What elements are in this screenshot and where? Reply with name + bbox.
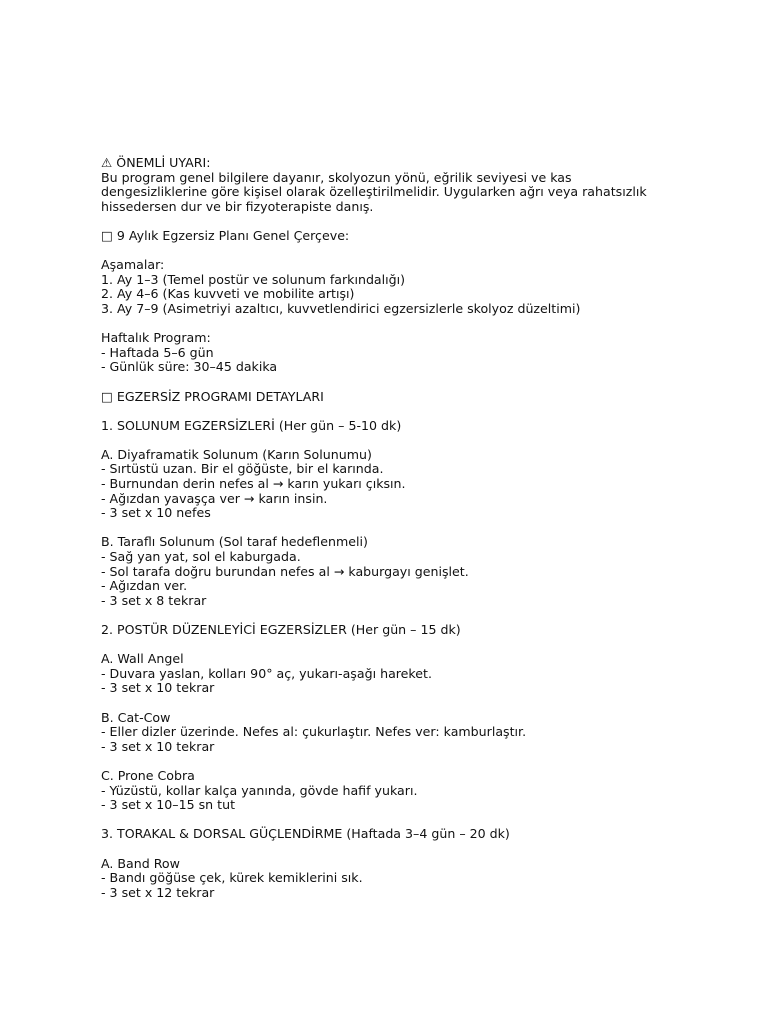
exercise-step: - 3 set x 10 tekrar: [101, 738, 215, 754]
spacer: [101, 608, 741, 623]
spacer: [101, 521, 741, 536]
framework-title: □ 9 Aylık Egzersiz Planı Genel Çerçeve:: [101, 227, 350, 243]
spacer: [101, 214, 741, 229]
spacer: [101, 754, 741, 769]
spacer: [101, 317, 741, 332]
exercise-name: C. Prone Cobra: [101, 767, 195, 783]
phase-item: 2. Ay 4–6 (Kas kuvveti ve mobilite artışı): [101, 286, 355, 302]
spacer: [101, 842, 741, 857]
exercise-step: - Duvara yaslan, kolları 90° aç, yukarı-aşağı hareket.: [101, 665, 432, 681]
phase-item: 3. Ay 7–9 (Asimetriyi azaltıcı, kuvvetlendirici egzersizlerle skolyoz düzeltimi): [101, 300, 581, 316]
exercise-step: - Sol tarafa doğru burundan nefes al → kaburgayı genişlet.: [101, 563, 469, 579]
section-title: 2. POSTÜR DÜZENLEYİCİ EGZERSİZLER (Her gün – 15 dk): [101, 622, 461, 637]
exercise-step: - 3 set x 12 tekrar: [101, 884, 215, 900]
weekly-title: Haftalık Program:: [101, 330, 211, 346]
phases-title: Aşamalar:: [101, 257, 165, 273]
weekly-item: - Günlük süre: 30–45 dakika: [101, 359, 278, 375]
exercise-step: - Bandı göğüse çek, kürek kemiklerini sık.: [101, 870, 363, 886]
warning-title: ⚠ ÖNEMLİ UYARI:: [101, 155, 211, 170]
spacer: [101, 433, 741, 448]
exercise-step: - Burnundan derin nefes al → karın yukarı çıksın.: [101, 476, 406, 492]
exercise-name: A. Wall Angel: [101, 651, 184, 667]
exercise-step: - 3 set x 10–15 sn tut: [101, 797, 236, 813]
exercise-step: - 3 set x 10 nefes: [101, 505, 211, 521]
exercise-step: - Sırtüstü uzan. Bir el göğüste, bir el karında.: [101, 461, 384, 477]
warning-line: Bu program genel bilgilere dayanır, skolyozun yönü, eğrilik seviyesi ve kas: [101, 169, 572, 185]
exercise-name: A. Diyaframatik Solunum (Karın Solunumu): [101, 446, 372, 462]
exercise-step: - Ağızdan yavaşça ver → karın insin.: [101, 490, 328, 506]
exercise-name: A. Band Row: [101, 855, 180, 871]
exercise-step: - Yüzüstü, kollar kalça yanında, gövde hafif yukarı.: [101, 782, 418, 798]
phase-item: 1. Ay 1–3 (Temel postür ve solunum farkındalığı): [101, 271, 406, 287]
warning-line: dengesizliklerine göre kişisel olarak özelleştirilmelidir. Uygularken ağrı veya rahatsızlık: [101, 184, 647, 200]
exercise-step: - Eller dizler üzerinde. Nefes al: çukurlaştır. Nefes ver: kamburlaştır.: [101, 724, 527, 740]
spacer: [101, 244, 741, 259]
spacer: [101, 404, 741, 419]
spacer: [101, 638, 741, 653]
exercise-step: - 3 set x 10 tekrar: [101, 680, 215, 696]
section-title: 1. SOLUNUM EGZERSİZLERİ (Her gün – 5-10 dk): [101, 417, 402, 433]
spacer: [101, 696, 741, 711]
exercise-step: - Ağızdan ver.: [101, 578, 188, 594]
program-title: □ EGZERSİZ PROGRAMI DETAYLARI: [101, 388, 324, 404]
exercise-step: - 3 set x 8 tekrar: [101, 592, 207, 608]
section-title: 3. TORAKAL & DORSAL GÜÇLENDİRME (Haftada 3–4 gün – 20 dk): [101, 826, 510, 842]
document-body: [101, 156, 741, 900]
exercise-name: B. Cat-Cow: [101, 709, 171, 725]
warning-line: hissedersen dur ve bir fizyoterapiste danış.: [101, 198, 374, 214]
weekly-item: - Haftada 5–6 gün: [101, 344, 214, 360]
exercise-step: - Sağ yan yat, sol el kaburgada.: [101, 549, 301, 565]
spacer: [101, 375, 741, 390]
exercise-name: B. Taraflı Solunum (Sol taraf hedeflenmeli): [101, 534, 368, 550]
